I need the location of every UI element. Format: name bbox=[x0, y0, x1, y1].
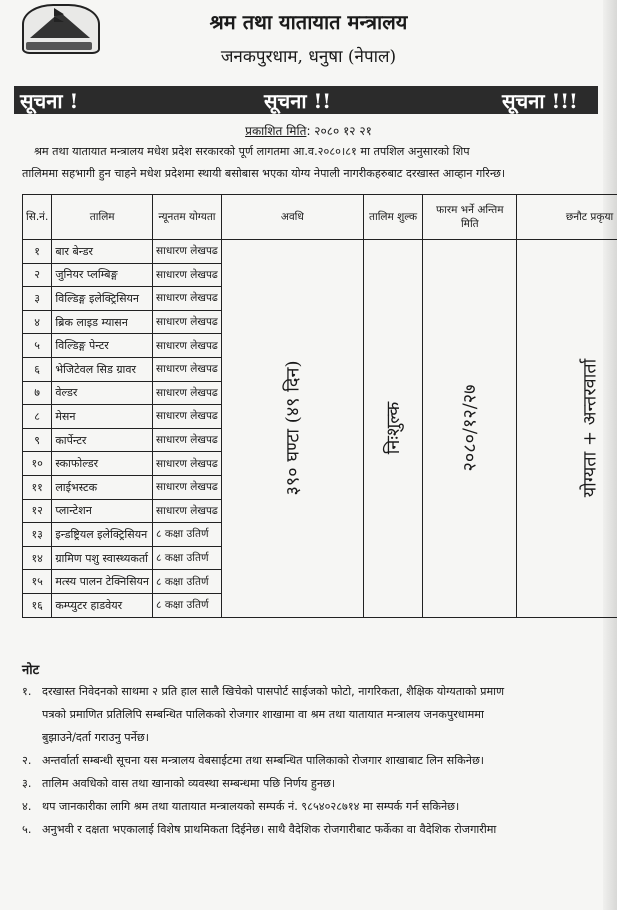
table-row bbox=[23, 240, 617, 264]
note-number: १. bbox=[22, 685, 32, 698]
row-sn: ७ bbox=[23, 381, 52, 405]
fee-cell-text: निःशुल्क bbox=[383, 402, 405, 455]
published-date bbox=[0, 122, 617, 139]
intro-line-2: तालिममा सहभागी हुन चाहने मधेश प्रदेशमा स्थायी बसोबास भएका योग्य नेपाली नागरीकहरुबाट दरखास्त आव्हान गरिन्छ। bbox=[22, 167, 506, 180]
col-header-selection: छनौट प्रकृया bbox=[517, 195, 617, 240]
note-text: अन्तर्वार्ता सम्बन्धी सूचना यस मन्त्रालय वेबसाईटमा तथा सम्बन्धित पालिकाको रोजगार शाखाबाट लिन सकिनेछ। bbox=[42, 754, 485, 767]
note-item bbox=[22, 776, 602, 791]
note-number: २. bbox=[22, 754, 32, 767]
row-training-name: भेजिटेवल सिड ग्रावर bbox=[52, 357, 153, 381]
deadline-cell bbox=[423, 240, 517, 618]
row-sn: ५ bbox=[23, 334, 52, 358]
row-qualification: ८ कक्षा उतिर्ण bbox=[153, 570, 222, 594]
row-qualification: साधारण लेखपढ bbox=[153, 357, 222, 381]
notice-banner bbox=[14, 86, 598, 114]
note-text: अनुभवी र दक्षता भएकालाई विशेष प्राथमिकता दिईनेछ। साथै वैदेशिक रोजगारीबाट फर्केका वा वैदेशिक रोजगारीमा bbox=[42, 823, 497, 836]
training-table bbox=[22, 194, 617, 618]
row-training-name: मत्स्य पालन टेक्निसियन bbox=[52, 570, 153, 594]
row-qualification: साधारण लेखपढ bbox=[153, 381, 222, 405]
col-header-sn: सि.नं. bbox=[23, 195, 52, 240]
row-sn: १० bbox=[23, 452, 52, 476]
duration-cell-text: ३९० घण्टा (४९ दिन) bbox=[282, 360, 304, 496]
row-training-name: ग्रामिण पशु स्वास्थ्यकर्ता bbox=[52, 546, 153, 570]
row-sn: ४ bbox=[23, 310, 52, 334]
row-training-name: स्काफोल्डर bbox=[52, 452, 153, 476]
row-qualification: साधारण लेखपढ bbox=[153, 428, 222, 452]
note-text: बुझाउने/दर्ता गराउनु पर्नेछ। bbox=[42, 731, 149, 744]
row-qualification: ८ कक्षा उतिर्ण bbox=[153, 593, 222, 617]
row-training-name: कार्पेन्टर bbox=[52, 428, 153, 452]
row-qualification: साधारण लेखपढ bbox=[153, 452, 222, 476]
row-training-name: विल्डिङ्ग इलेक्ट्रिसियन bbox=[52, 287, 153, 311]
note-text: तालिम अवधिको वास तथा खानाको व्यवस्था सम्बन्धमा पछि निर्णय हुनछ। bbox=[42, 777, 336, 790]
row-training-name: लाईभस्टक bbox=[52, 475, 153, 499]
row-sn: ८ bbox=[23, 405, 52, 429]
row-qualification: साधारण लेखपढ bbox=[153, 334, 222, 358]
fee-cell bbox=[363, 240, 422, 618]
ministry-title: श्रम तथा यातायात मन्त्रालय bbox=[209, 10, 408, 34]
row-qualification: साधारण लेखपढ bbox=[153, 287, 222, 311]
note-number: ४. bbox=[22, 800, 32, 813]
row-qualification: साधारण लेखपढ bbox=[153, 475, 222, 499]
duration-cell bbox=[221, 240, 363, 618]
row-sn: १२ bbox=[23, 499, 52, 523]
row-training-name: बार बेन्डर bbox=[52, 240, 153, 264]
row-qualification: साधारण लेखपढ bbox=[153, 405, 222, 429]
note-text: थप जानकारीका लागि श्रम तथा यातायात मन्त्रालयको सम्पर्क नं. ९८५४०२८७१४ मा सम्पर्क गर्न सकिनेछ। bbox=[42, 800, 460, 813]
row-qualification: ८ कक्षा उतिर्ण bbox=[153, 523, 222, 547]
col-header-deadline: फारम भर्ने अन्तिम मिति bbox=[423, 195, 517, 240]
note-item bbox=[22, 799, 602, 814]
row-qualification: साधारण लेखपढ bbox=[153, 499, 222, 523]
row-sn: ९ bbox=[23, 428, 52, 452]
note-item bbox=[22, 730, 602, 745]
row-sn: १४ bbox=[23, 546, 52, 570]
row-sn: १५ bbox=[23, 570, 52, 594]
published-value: : २०८० १२ २१ bbox=[306, 124, 372, 138]
note-item bbox=[22, 684, 602, 699]
table-header-row bbox=[23, 195, 617, 240]
notes-heading: नोट bbox=[22, 663, 40, 678]
row-qualification: साधारण लेखपढ bbox=[153, 263, 222, 287]
note-number: ३. bbox=[22, 777, 32, 790]
row-sn: २ bbox=[23, 263, 52, 287]
col-header-duration: अवधि bbox=[221, 195, 363, 240]
ministry-address: जनकपुरधाम, धनुषा (नेपाल) bbox=[220, 47, 397, 67]
row-training-name: ब्रिक लाइड म्यासन bbox=[52, 310, 153, 334]
selection-cell bbox=[517, 240, 617, 618]
row-training-name: वेल्डर bbox=[52, 381, 153, 405]
col-header-fee: तालिम शुल्क bbox=[363, 195, 422, 240]
note-text: दरखास्त निवेदनको साथमा २ प्रति हाल सालै खिचेको पासपोर्ट साईजको फोटो, नागरिकता, शैक्षिक योग्यताको प्रमाण bbox=[42, 685, 505, 698]
row-qualification: ८ कक्षा उतिर्ण bbox=[153, 546, 222, 570]
row-training-name: विल्डिङ्ग पेन्टर bbox=[52, 334, 153, 358]
row-training-name: मेसन bbox=[52, 405, 153, 429]
row-sn: १६ bbox=[23, 593, 52, 617]
table-body bbox=[23, 240, 617, 618]
banner-text-1: सूचना ! bbox=[20, 89, 79, 113]
row-qualification: साधारण लेखपढ bbox=[153, 310, 222, 334]
note-item bbox=[22, 822, 602, 837]
row-sn: ६ bbox=[23, 357, 52, 381]
row-sn: १३ bbox=[23, 523, 52, 547]
deadline-cell-text: २०८०/१२/२७ bbox=[459, 384, 481, 472]
row-training-name: जुनियर प्लम्बिङ्ग bbox=[52, 263, 153, 287]
col-header-training: तालिम bbox=[52, 195, 153, 240]
row-sn: १ bbox=[23, 240, 52, 264]
row-training-name: इन्डष्ट्रियल इलेक्ट्रिसियन bbox=[52, 523, 153, 547]
note-item bbox=[22, 753, 602, 768]
row-sn: ११ bbox=[23, 475, 52, 499]
row-qualification: साधारण लेखपढ bbox=[153, 240, 222, 264]
col-header-qualification: न्यूनतम योग्यता bbox=[153, 195, 222, 240]
note-number: ५. bbox=[22, 823, 32, 836]
row-training-name: प्लान्टेशन bbox=[52, 499, 153, 523]
intro-line-1: श्रम तथा यातायात मन्त्रालय मधेश प्रदेश सरकारको पूर्ण लागतमा आ.व.२०८०।८१ मा तपशिल अनुसारको शिप bbox=[34, 145, 470, 158]
selection-cell-text: योग्यता + अन्तरवार्ता bbox=[579, 358, 601, 498]
banner-text-2: सूचना !! bbox=[264, 89, 332, 113]
row-training-name: कम्प्युटर हाडवेयर bbox=[52, 593, 153, 617]
banner-text-3: सूचना !!! bbox=[502, 89, 578, 113]
row-sn: ३ bbox=[23, 287, 52, 311]
published-label: प्रकाशित मिति bbox=[245, 124, 307, 138]
note-text: पत्रको प्रमाणित प्रतिलिपि सम्बन्धित पालिकको रोजगार शाखामा वा श्रम तथा यातायात मन्त्रालय जनकपुरधाममा bbox=[42, 708, 484, 721]
note-item bbox=[22, 707, 602, 722]
